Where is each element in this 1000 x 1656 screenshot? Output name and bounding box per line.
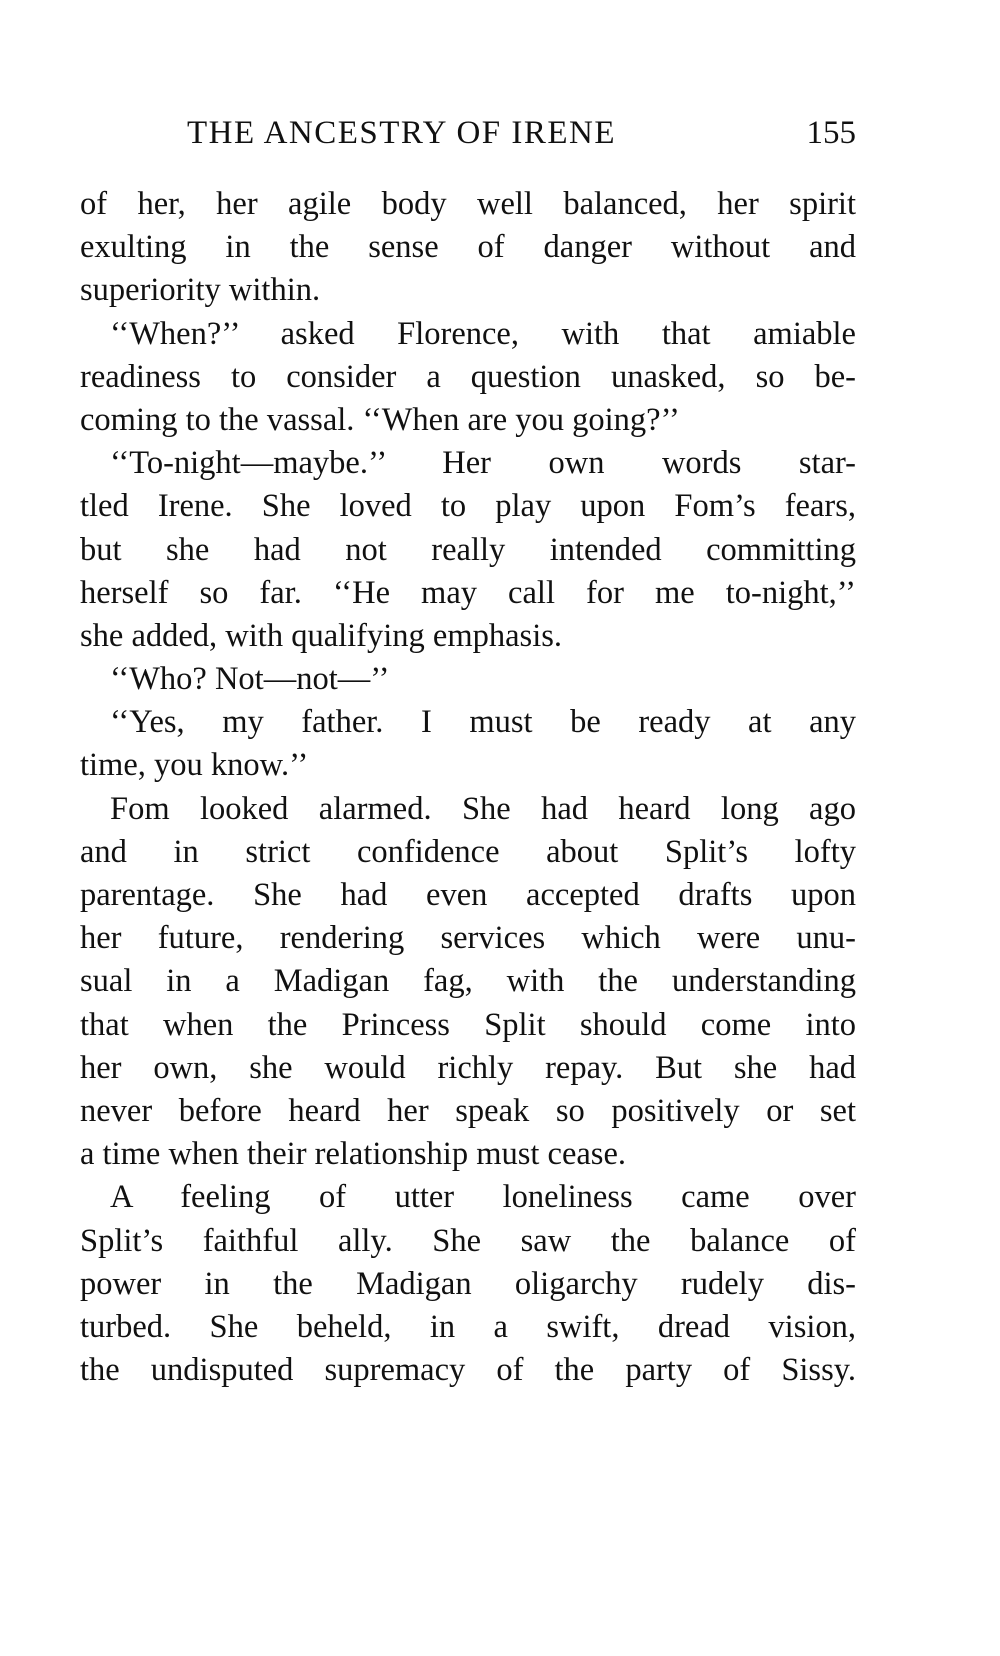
text-line: a time when their relationship must cease. xyxy=(80,1136,627,1173)
text-line: she added, with qualifying emphasis. xyxy=(80,617,562,654)
text-line: time, you know.’’ xyxy=(80,747,309,784)
text-line: A feeling of utter loneliness came over xyxy=(110,1179,856,1216)
text-line: that when the Princess Split should come into xyxy=(80,1006,856,1043)
text-line: but she had not really intended committing xyxy=(80,531,856,568)
text-line: power in the Madigan oligarchy rudely dis- xyxy=(80,1265,856,1302)
text-line: exulting in the sense of danger without and xyxy=(80,229,856,266)
body-text xyxy=(80,183,856,1392)
text-line: herself so far. ‘‘He may call for me to-night,’’ xyxy=(80,574,856,611)
text-line: ‘‘Yes, my father. I must be ready at any xyxy=(110,704,856,741)
text-line: coming to the vassal. ‘‘When are you going?’’ xyxy=(80,401,680,438)
running-head xyxy=(80,108,856,158)
text-line: her future, rendering services which were unu- xyxy=(80,920,856,957)
text-line: ‘‘To-night—maybe.’’ Her own words star- xyxy=(110,445,856,482)
text-line: never before heard her speak so positively or set xyxy=(80,1092,856,1129)
text-line: Split’s faithful ally. She saw the balance of xyxy=(80,1222,856,1259)
text-line: the undisputed supremacy of the party of Sissy. xyxy=(80,1352,856,1389)
text-line: ‘‘Who? Not—not—’’ xyxy=(110,661,390,698)
text-line: ‘‘When?’’ asked Florence, with that amiable xyxy=(110,315,856,352)
text-line: sual in a Madigan fag, with the understanding xyxy=(80,963,856,1000)
text-line: turbed. She beheld, in a swift, dread vision, xyxy=(80,1308,856,1345)
page-number: 155 xyxy=(806,115,856,151)
text-line: parentage. She had even accepted drafts upon xyxy=(80,877,856,913)
text-line: of her, her agile body well balanced, her spirit xyxy=(80,186,856,222)
text-line: Fom looked alarmed. She had heard long ago xyxy=(110,790,856,827)
text-line: readiness to consider a question unasked, so be- xyxy=(80,358,856,395)
running-title: THE ANCESTRY OF IRENE xyxy=(187,115,617,151)
text-line: superiority within. xyxy=(80,272,321,309)
text-line: her own, she would richly repay. But she had xyxy=(80,1049,856,1086)
text-line: tled Irene. She loved to play upon Fom’s fears, xyxy=(80,488,856,525)
text-line: and in strict confidence about Split’s lofty xyxy=(80,833,856,870)
